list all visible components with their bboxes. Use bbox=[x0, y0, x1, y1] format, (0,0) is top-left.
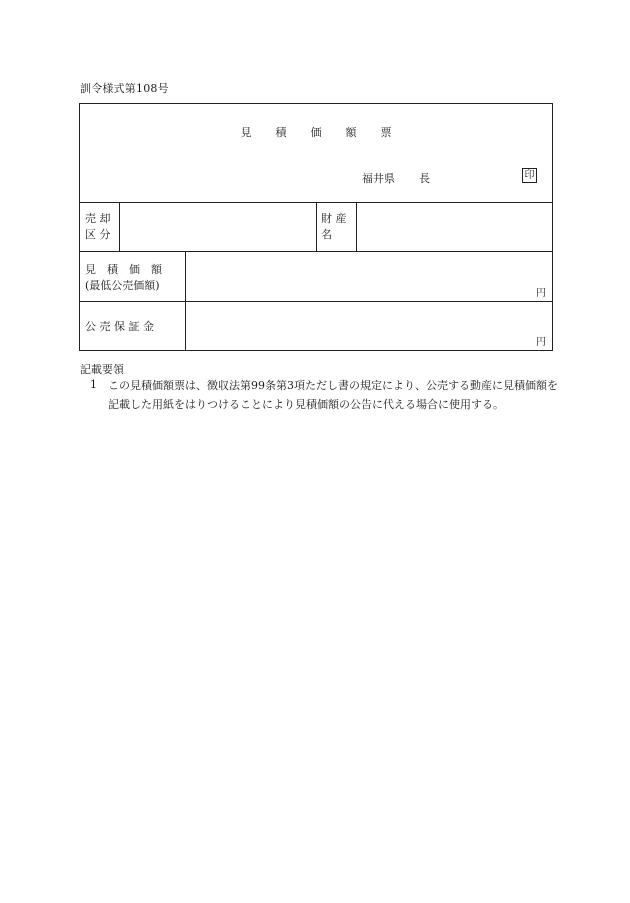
sale-category-label bbox=[85, 211, 111, 243]
issuer-title: 長 bbox=[419, 172, 430, 185]
property-name-label-line1: 財 産 bbox=[321, 212, 347, 225]
sale-category-label-line1: 売 却 bbox=[85, 212, 111, 225]
divider bbox=[185, 252, 186, 301]
estimated-price-label bbox=[85, 262, 183, 294]
estimated-price-label-line2: (最低公売価額) bbox=[85, 279, 160, 292]
divider bbox=[316, 202, 317, 251]
auction-deposit-row bbox=[80, 302, 552, 350]
seal-mark: 印 bbox=[522, 168, 537, 183]
divider bbox=[119, 202, 120, 251]
form-number: 訓令様式第108号 bbox=[80, 82, 169, 95]
estimated-price-unit: 円 bbox=[536, 288, 546, 299]
property-name-label-line2: 名 bbox=[321, 228, 332, 241]
note-number: 1 bbox=[90, 378, 97, 391]
note-text: この見積価額票は、徴収法第99条第3項ただし書の規定により、公売する動産に見積価額を記載した用紙をはりつけることにより見積価額の公告に代える場合に使用する。 bbox=[108, 379, 558, 411]
auction-deposit-unit: 円 bbox=[536, 337, 546, 348]
estimate-price-form bbox=[79, 103, 553, 351]
divider bbox=[356, 202, 357, 251]
sale-category-row bbox=[80, 202, 552, 252]
form-header bbox=[80, 104, 552, 203]
estimated-price-row bbox=[80, 252, 552, 302]
divider bbox=[185, 302, 186, 350]
property-name-label bbox=[321, 211, 347, 243]
notes-heading: 記載要領 bbox=[80, 363, 124, 376]
sale-category-label-line2: 区 分 bbox=[85, 228, 111, 241]
form-title: 見積価額票 bbox=[240, 126, 416, 139]
estimated-price-label-line1: 見 積 価 額 bbox=[85, 263, 162, 276]
issuer-name: 福井県 bbox=[362, 172, 395, 185]
auction-deposit-label: 公 売 保 証 金 bbox=[85, 320, 154, 333]
